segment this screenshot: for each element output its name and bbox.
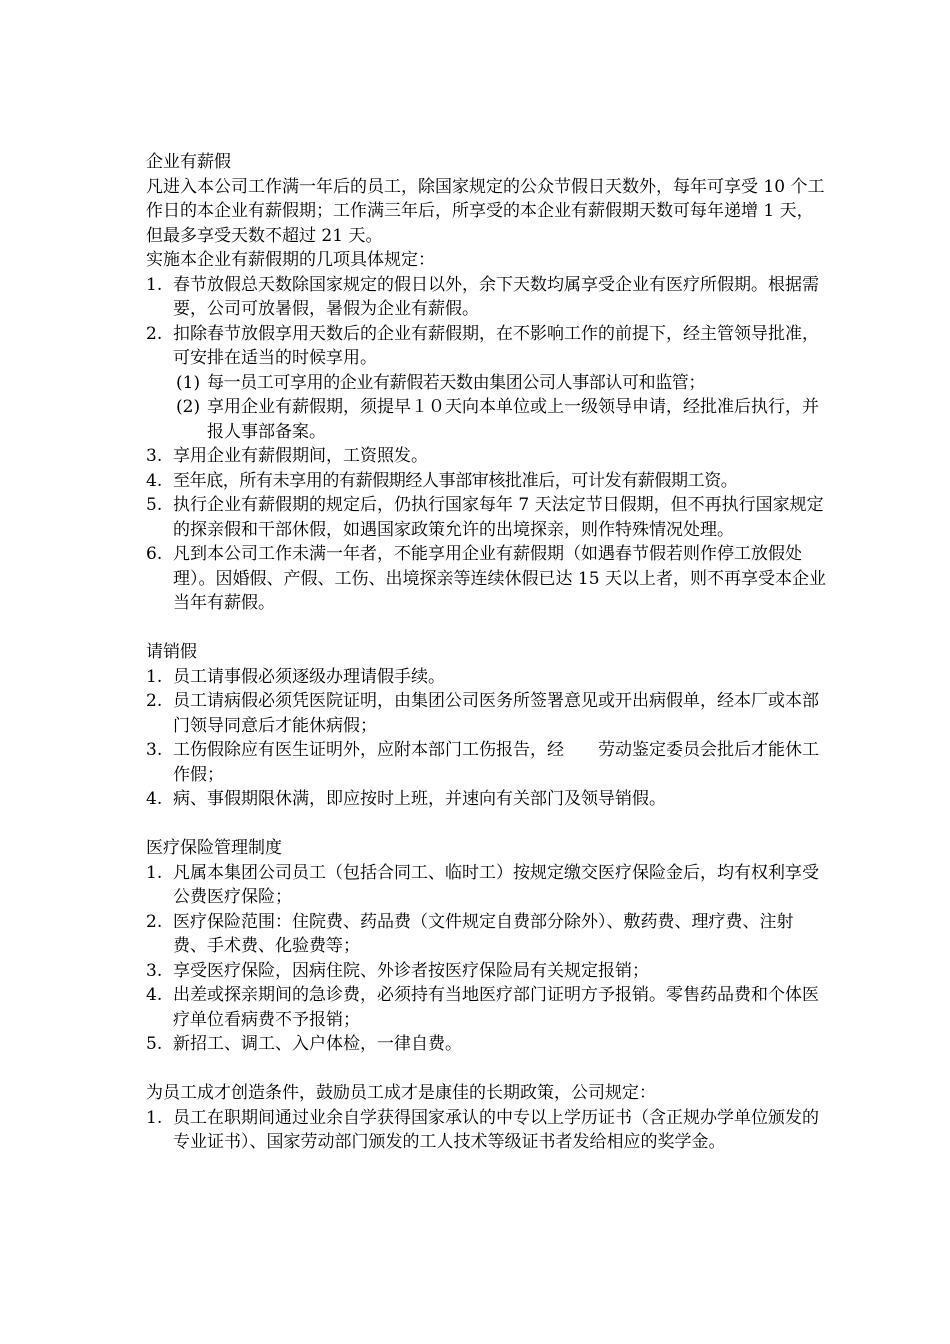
list-number: 5. (146, 1034, 163, 1054)
sub-list-text: 享用企业有薪假期，须提早１０天向本单位或上一级领导申请，经批准后执行，并报人事部备案。 (207, 397, 819, 442)
list-number: 3. (146, 740, 163, 760)
list-number: 3. (146, 446, 163, 466)
sub-list-item (146, 371, 826, 396)
paid-leave-intro: 凡进入本公司工作满一年后的员工，除国家规定的公众节假日天数外，每年可享受 10 个工作日的本企业有薪假期；工作满三年后，所享受的本企业有薪假期天数可每年递增 1 天，但最多享受天数不超过 21 天。 (146, 176, 825, 246)
paragraph-spacer (146, 616, 826, 641)
list-number: 4. (146, 985, 163, 1005)
list-text: 医疗保险范围：住院费、药品费（文件规定自费部分除外）、敷药费、理疗费、注射费、手术费、化验费等； (173, 911, 794, 956)
list-text: 病、事假期限休满，即应按时上班，并速向有关部门及领导销假。 (173, 789, 666, 809)
section-title-medical: 医疗保险管理制度 (146, 838, 282, 858)
list-text: 至年底，所有未享用的有薪假期经人事部审核批准后，可计发有薪假期工资。 (173, 470, 738, 491)
list-number: 1. (146, 666, 163, 687)
paid-leave-rules-heading: 实施本企业有薪假期的几项具体规定： (146, 250, 435, 270)
list-item (146, 1106, 826, 1155)
list-number: 1. (146, 274, 163, 295)
list-item (146, 689, 826, 738)
list-number: 1. (146, 1107, 163, 1128)
list-text: 工伤假除应有医生证明外，应附本部门工伤报告，经 劳动鉴定委员会批后才能休工作假； (173, 740, 819, 785)
sub-list-item (146, 395, 826, 444)
list-item (146, 493, 826, 542)
list-item (146, 959, 826, 984)
list-number: 2. (146, 323, 163, 344)
list-number: 2. (146, 911, 163, 932)
sub-list-text: 每一员工可享用的企业有薪假若天数由集团公司人事部认可和监管； (207, 372, 705, 393)
list-number: 4. (146, 789, 163, 809)
list-item (146, 273, 826, 322)
sub-list-number: (2) (176, 397, 201, 417)
list-text: 享用企业有薪假期间，工资照发。 (173, 446, 428, 466)
list-item (146, 542, 826, 616)
list-text: 员工请病假必须凭医院证明，由集团公司医务所签署意见或开出病假单，经本厂或本部门领导同意后才能休病假； (173, 691, 819, 736)
section-title-paid-leave: 企业有薪假 (146, 152, 231, 172)
talent-intro: 为员工成才创造条件，鼓励员工成才是康佳的长期政策，公司规定： (146, 1083, 656, 1103)
list-number: 3. (146, 960, 163, 981)
list-text: 执行企业有薪假期的规定后，仍执行国家每年 7 天法定节日假期，但不再执行国家规定的探亲假和干部休假，如遇国家政策允许的出境探亲，则作特殊情况处理。 (173, 495, 824, 540)
paragraph-spacer (146, 812, 826, 837)
list-text: 凡属本集团公司员工（包括合同工、临时工）按规定缴交医疗保险金后，均有权利享受公费医疗保险； (173, 862, 819, 907)
list-number: 5. (146, 495, 163, 515)
list-text: 员工在职期间通过业余自学获得国家承认的中专以上学历证书（含正规办学单位颁发的专业证书）、国家劳动部门颁发的工人技术等级证书者发给相应的奖学金。 (173, 1107, 819, 1152)
list-text: 凡到本公司工作未满一年者，不能享用企业有薪假期（如遇春节假若则作停工放假处理）。因婚假、产假、工伤、出境探亲等连续休假已达 15 天以上者，则不再享受本企业当年有薪假。 (173, 544, 826, 613)
list-text: 员工请事假必须逐级办理请假手续。 (173, 666, 445, 687)
sub-list-number: (1) (176, 372, 201, 393)
list-item (146, 322, 826, 371)
list-item (146, 738, 826, 787)
list-item (146, 469, 826, 494)
list-text: 出差或探亲期间的急诊费，必须持有当地医疗部门证明方予报销。零售药品费和个体医疗单位看病费不予报销； (173, 985, 819, 1030)
list-item (146, 444, 826, 469)
list-number: 2. (146, 691, 163, 711)
document-body (146, 150, 826, 1155)
list-item (146, 787, 826, 812)
list-item (146, 665, 826, 690)
paragraph-spacer (146, 1057, 826, 1082)
list-item (146, 983, 826, 1032)
list-text: 春节放假总天数除国家规定的假日以外，余下天数均属享受企业有医疗所假期。根据需要，公司可放暑假，暑假为企业有薪假。 (173, 274, 819, 319)
list-item (146, 861, 826, 910)
section-title-leave-request: 请销假 (146, 642, 197, 662)
list-number: 6. (146, 544, 163, 564)
list-number: 4. (146, 470, 163, 491)
list-text: 新招工、调工、入户体检，一律自费。 (173, 1034, 462, 1054)
list-text: 扣除春节放假享用天数后的企业有薪假期，在不影响工作的前提下，经主管领导批准，可安排在适当的时候享用。 (173, 323, 819, 368)
list-item (146, 910, 826, 959)
list-text: 享受医疗保险，因病住院、外诊者按医疗保险局有关规定报销； (173, 960, 649, 981)
list-number: 1. (146, 862, 163, 883)
list-item (146, 1032, 826, 1057)
